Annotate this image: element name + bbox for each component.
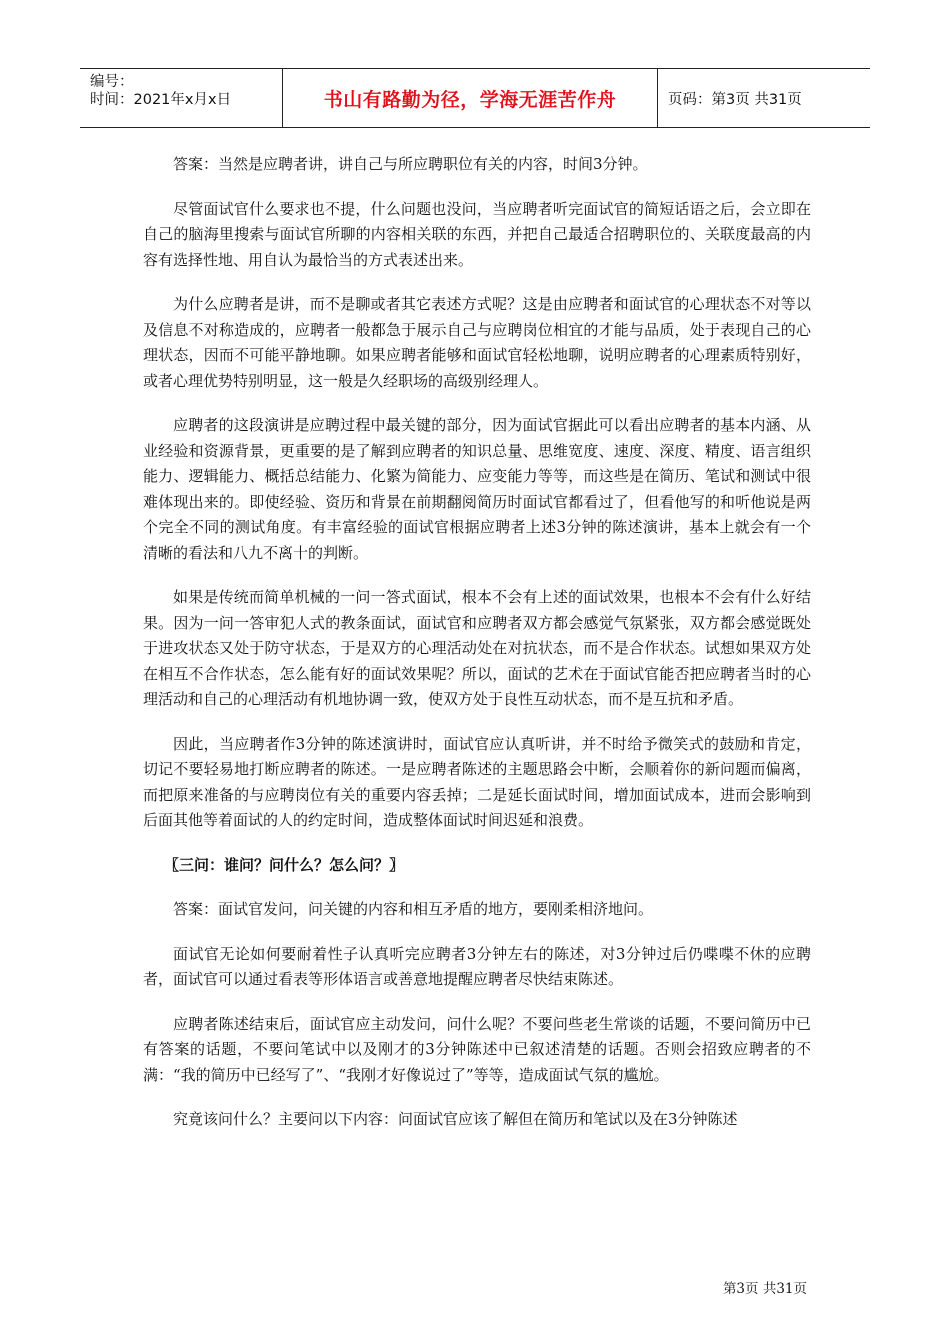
date-label: 时间：2021年x月x日 [90,92,232,108]
paragraph: 因此，当应聘者作3分钟的陈述演讲时，面试官应认真听讲，并不时给予微笑式的鼓励和肯定，切记不要轻易地打断应聘者的陈述。一是应聘者陈述的主题思路会中断，会顺着你的新问题而偏离，而把原来准备的与应聘岗位有关的重要内容丢掉；二是延长面试时间，增加面试成本，进而会影响到后面其他等着面试的人的约定时间，造成整体面试时间迟延和浪费。 [143,734,811,829]
paragraph: 面试官无论如何要耐着性子认真听完应聘者3分钟左右的陈述，对3分钟过后仍喋喋不休的应聘者，面试官可以通过看表等形体语言或善意地提醒应聘者尽快结束陈述。 [143,944,811,988]
paragraph: 应聘者陈述结束后，面试官应主动发问，问什么呢？不要问些老生常谈的话题，不要问简历中已有答案的话题，不要问笔试中以及刚才的3分钟陈述中已叙述清楚的话题。否则会招致应聘者的不满：“我的简历中已经写了”、“我刚才好像说过了”等等，造成面试气氛的尴尬。 [143,1014,811,1084]
paragraph: 究竟该问什么？主要问以下内容：问面试官应该了解但在简历和笔试以及在3分钟陈述 [173,1110,738,1128]
header-page-label: 页码：第3页 共31页 [668,91,802,108]
header-table [80,68,870,128]
paragraph: 如果是传统而简单机械的一问一答式面试，根本不会有上述的面试效果，也根本不会有什么好结果。因为一问一答审犯人式的教条面试，面试官和应聘者双方都会感觉气氛紧张，双方都会感觉既处于进攻状态又处于防守状态，于是双方的心理活动处在对抗状态，而不是合作状态。试想如果双方处在相互不合作状态，怎么能有好的面试效果呢？所以，面试的艺术在于面试官能否把应聘者当时的心理活动和自己的心理活动有机地协调一致，使双方处于良性互动状态，而不是互抗和矛盾。 [143,588,811,708]
paragraph: 应聘者的这段演讲是应聘过程中最关键的部分，因为面试官据此可以看出应聘者的基本内涵、从业经验和资源背景，更重要的是了解到应聘者的知识总量、思维宽度、速度、深度、精度、语言组织能力、逻辑能力、概括总结能力、化繁为简能力、应变能力等等，而这些是在简历、笔试和测试中很难体现出来的。即使经验、资历和背景在前期翻阅简历时面试官都看过了，但看他写的和听他说是两个完全不同的测试角度。有丰富经验的面试官根据应聘者上述3分钟的陈述演讲，基本上就会有一个清晰的看法和八九不离十的判断。 [143,416,811,562]
paragraph-answer-2: 答案：当然是应聘者讲，讲自己与所应聘职位有关的内容，时间3分钟。 [173,155,648,173]
section-heading: 〖三问：谁问？问什么？怎么问？〗 [164,855,405,874]
paragraph-answer-3: 答案：面试官发问，问关键的内容和相互矛盾的地方，要刚柔相济地问。 [173,900,654,918]
document-body [143,152,811,1152]
number-label: 编号： [90,74,134,90]
footer-page-number: 第3页 共31页 [722,1281,807,1297]
paragraph: 为什么应聘者是讲，而不是聊或者其它表述方式呢？这是由应聘者和面试官的心理状态不对等以及信息不对称造成的，应聘者一般都急于展示自己与应聘岗位相宜的才能与品质，处于表现自己的心理状态，因而不可能平静地聊。如果应聘者能够和面试官轻松地聊，说明应聘者的心理素质特别好，或者心理优势特别明显，这一般是久经职场的高级别经理人。 [143,295,811,390]
header-motto: 书山有路勤为径，学海无涯苦作舟 [283,69,658,127]
header-meta [80,69,283,127]
paragraph: 尽管面试官什么要求也不提，什么问题也没问，当应聘者听完面试官的简短话语之后，会立即在自己的脑海里搜索与面试官所聊的内容相关联的东西，并把自己最适合招聘职位的、关联度最高的内容有选择性地、用自认为最恰当的方式表述出来。 [143,199,811,269]
